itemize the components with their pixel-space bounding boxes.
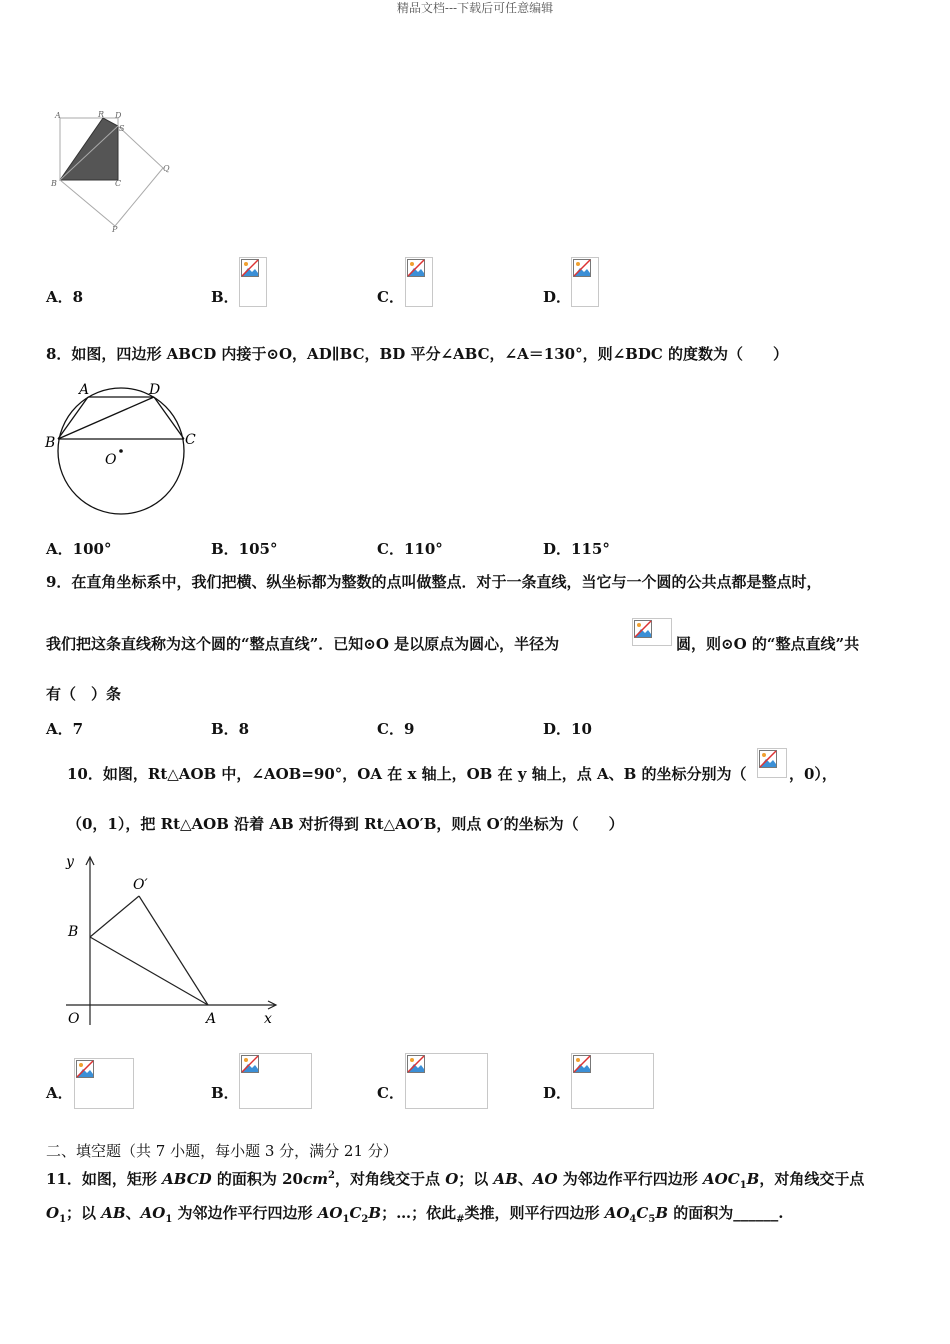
q7-option-a: A．8 [46,288,84,306]
q9-line-1: 9．在直角坐标系中，我们把横、纵坐标都为整数的点叫做整点．对于一条直线，当它与一个圆的公共点都是整点时， [46,573,822,591]
fig7-label-s: S [119,124,125,133]
fig7-label-q: Q [163,164,170,173]
q10-option-c: C． [377,1084,404,1102]
fig7-label-c: C [115,179,122,188]
broken-image-icon [634,620,652,638]
q8-figure [42,378,202,520]
q10-option-b-image [239,1053,312,1109]
fig8-label-o: O [105,452,117,468]
q10-coordinate-image [757,748,787,778]
fig10-label-o: O [68,1011,80,1027]
broken-image-icon [573,1055,591,1073]
q9-line-2a: 我们把这条直线称为这个圆的“整点直线”．已知⊙O 是以原点为圆心，半径为 [46,635,560,653]
q9-option-c: C．9 [377,720,415,738]
broken-image-icon [407,259,425,277]
q10-option-c-image [405,1053,488,1109]
fig8-label-a: A [79,382,90,398]
q8-option-a: A．100° [46,540,112,558]
q10-line-1b: ，0）， [789,765,837,783]
broken-image-icon [76,1060,94,1078]
q10-line-1a: 10．如图，Rt△AOB 中，∠AOB=90°，OA 在 x 轴上，OB 在 y 轴上，点 A、B 的坐标分别为（ [67,765,747,783]
q9-option-d: D．10 [543,720,592,738]
fig10-label-x: x [264,1011,272,1027]
q10-option-a-image [74,1058,134,1109]
fig10-label-b: B [68,924,79,940]
q10-figure [58,850,280,1035]
broken-image-icon [241,259,259,277]
q10-option-d: D． [543,1084,572,1102]
fig7-label-r: R [98,110,105,119]
q7-option-b: B． [211,288,239,306]
q9-radius-image [632,618,672,646]
q9-line-2b: 圆，则⊙O 的“整点直线”共 [676,635,860,653]
q7-option-d: D． [543,288,572,306]
q7-option-d-image [571,257,599,307]
q10-option-a: A． [46,1084,73,1102]
fig7-label-a: A [55,111,61,120]
answer-blank[interactable]: ______ [733,1204,779,1222]
section-2-heading: 二、填空题（共 7 小题，每小题 3 分，满分 21 分） [46,1142,398,1160]
q9-line-3: 有（ ）条 [46,685,122,703]
fig7-label-b: B [51,179,57,188]
q11-line-1: 11．如图，矩形 ABCD 的面积为 $20cm^2$，对角线交于点 O；以 AB、AO 为邻边作平行四边形 $AOC_1B$，对角线交于点 [46,1170,865,1191]
fig10-label-y: y [66,854,74,870]
fig8-label-c: C [185,432,196,448]
q9-option-a: A．7 [46,720,84,738]
fig7-label-d: D [115,111,122,120]
q8-option-d: D．115° [543,540,610,558]
q7-option-c-image [405,257,433,307]
q7-option-c: C． [377,288,404,306]
q10-option-d-image [571,1053,654,1109]
page-header: 精品文档---下载后可任意编辑 [396,1,554,15]
fig7-label-p: P [112,225,118,234]
fig8-label-b: B [45,435,56,451]
fig10-label-o-prime: O′ [133,877,148,893]
fig10-label-a: A [206,1011,217,1027]
broken-image-icon [573,259,591,277]
broken-image-icon [759,750,777,768]
q7-figure [45,108,185,238]
broken-image-icon [241,1055,259,1073]
q8-option-c: C．110° [377,540,443,558]
q11-line-2: $O_1$；以 AB、$AO_1$ 为邻边作平行四边形 $AO_1C_2B$；…；依此$_{\#}$类推，则平行四边形 $AO_4C_5B$ 的面积为______. [46,1204,784,1225]
q10-line-2: （0，1），把 Rt△AOB 沿着 AB 对折得到 Rt△AO′B，则点 O′的坐标为（ ） [67,815,624,833]
broken-image-icon [407,1055,425,1073]
q10-option-b: B． [211,1084,239,1102]
fig8-label-d: D [149,382,161,398]
q8-option-b: B．105° [211,540,278,558]
q8-stem: 8．如图，四边形 ABCD 内接于⊙O，AD∥BC，BD 平分∠ABC，∠A＝130°，则∠BDC 的度数为（ ） [46,345,788,363]
q7-option-b-image [239,257,267,307]
q9-option-b: B．8 [211,720,250,738]
